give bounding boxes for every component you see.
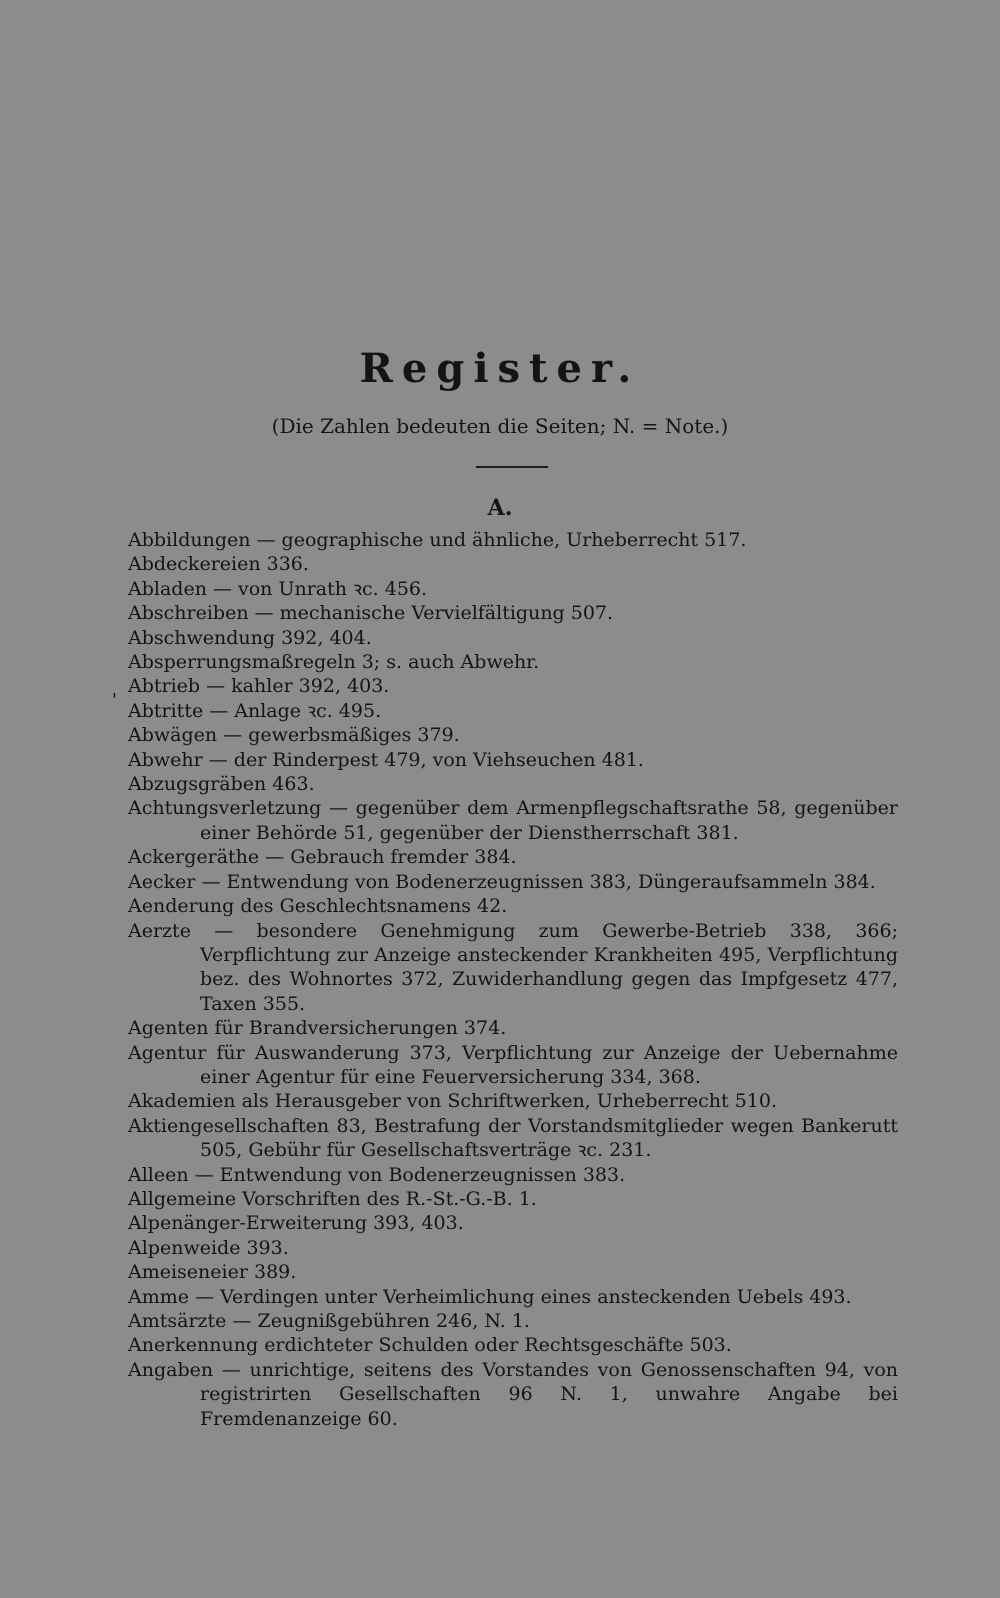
register-entry: Aecker — Entwendung von Bodenerzeugnissen 383, Düngeraufsammeln 384. bbox=[128, 870, 876, 893]
register-entry: Aenderung des Geschlechtsnamens 42. bbox=[128, 895, 508, 918]
register-entry: Abzugsgräben 463. bbox=[128, 773, 315, 796]
register-entry: Abbildungen — geographische und ähnliche, Urheberrecht 517. bbox=[128, 529, 747, 551]
register-entry: Alleen — Entwendung von Bodenerzeugnissen 383. bbox=[128, 1163, 626, 1186]
register-entry: Agentur für Auswanderung 373, Verpflichtung zur Anzeige der Uebernahme einer Agentur für eine Feuerversicherung 334, 368. bbox=[128, 1041, 898, 1088]
register-entry: Alpenänger-Erweiterung 393, 403. bbox=[128, 1212, 464, 1235]
register-entry: Amtsärzte — Zeugnißgebühren 246, N. 1. bbox=[128, 1310, 530, 1332]
title-divider bbox=[476, 466, 548, 468]
register-entry: Alpenweide 393. bbox=[128, 1236, 289, 1259]
register-entry: Achtungsverletzung — gegenüber dem Armenpflegschaftsrathe 58, gegenüber einer Behörde 51, gegenüber der Dienstherrschaft 381. bbox=[128, 797, 898, 844]
register-entry: Aktiengesellschaften 83, Bestrafung der Vorstandsmitglieder wegen Bankerutt 505, Gebühr für Gesellschaftsverträge ꝛc. 231. bbox=[128, 1114, 898, 1162]
register-entry: Abtrieb — kahler 392, 403. bbox=[128, 675, 390, 698]
register-entry: Allgemeine Vorschriften des R.-St.-G.-B. 1. bbox=[128, 1187, 537, 1210]
register-entry: Akademien als Herausgeber von Schriftwerken, Urheberrecht 510. bbox=[128, 1090, 778, 1113]
register-entry: Abdeckereien 336. bbox=[128, 553, 309, 576]
register-entry: Ameiseneier 389. bbox=[128, 1261, 297, 1284]
register-entry: Ackergeräthe — Gebrauch fremder 384. bbox=[128, 846, 517, 869]
page-title: Register. bbox=[359, 345, 641, 392]
register-entry: Amme — Verdingen unter Verheimlichung eines ansteckenden Uebels 493. bbox=[128, 1285, 852, 1308]
register-entry: Abschwendung 392, 404. bbox=[128, 626, 372, 649]
page-subtitle: (Die Zahlen bedeuten die Seiten; N. = Note.) bbox=[271, 414, 729, 438]
register-entry: Abtritte — Anlage ꝛc. 495. bbox=[128, 699, 382, 722]
register-entry: Anerkennung erdichteter Schulden oder Rechtsgeschäfte 503. bbox=[128, 1334, 732, 1357]
register-entry: Abwehr — der Rinderpest 479, von Viehseuchen 481. bbox=[128, 748, 644, 771]
register-entry: Absperrungsmaßregeln 3; s. auch Abwehr. bbox=[128, 651, 540, 674]
register-entry: Abschreiben — mechanische Vervielfältigung 507. bbox=[128, 602, 614, 625]
register-entry: Angaben — unrichtige, seitens des Vorstandes von Genossenschaften 94, von registrirten Gesellschaften 96 N. 1, unwahre Angabe bei Fremdenanzeige 60. bbox=[128, 1358, 898, 1430]
margin-mark: ' bbox=[112, 690, 117, 711]
register-entries bbox=[128, 528, 898, 1431]
register-entry: Abladen — von Unrath ꝛc. 456. bbox=[128, 577, 428, 600]
register-entry: Aerzte — besondere Genehmigung zum Gewerbe-Betrieb 338, 366; Verpflichtung zur Anzeige ansteckender Krankheiten 495, Verpflichtung bez. des Wohnortes 372, Zuwiderhandlung gegen das Impfgesetz 477, Taxen 355. bbox=[128, 919, 898, 1015]
register-entry: Abwägen — gewerbsmäßiges 379. bbox=[128, 724, 460, 747]
register-entry: Agenten für Brandversicherungen 374. bbox=[128, 1017, 507, 1040]
section-heading: A. bbox=[487, 495, 513, 521]
